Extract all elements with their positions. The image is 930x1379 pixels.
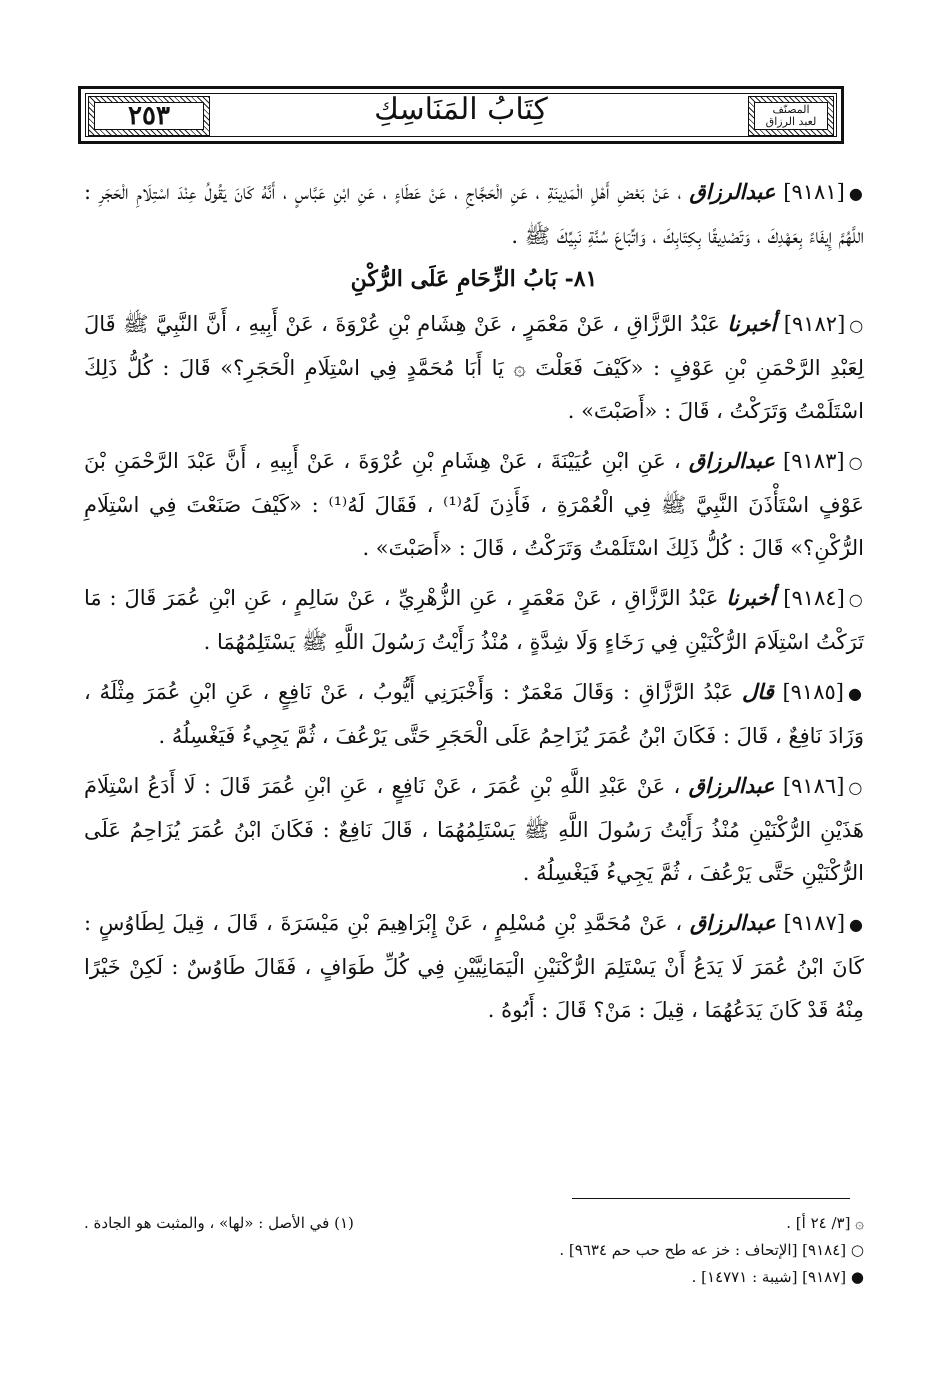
- hadith-text: ، عَنِ ابْنِ عُيَيْنَةَ ، عَنْ هِشَامِ بْنِ عُرْوَةَ ، عَنْ أَبِيهِ ، أَنَّ عَبْدَ الرَّحْمَنِ بْنَ عَوْفٍ اسْتَأْذَنَ النَّبِيَّ ﷺ فِي الْعُمْرَةِ ، فَأَذِنَ لَهُ⁽¹⁾ ، فَقَالَ لَهُ⁽¹⁾ : «كَيْفَ صَنَعْتَ فِي اسْتِلَامِ الرُّكْنِ؟» قَالَ : كُلُّ ذَلِكَ اسْتَلَمْتُ وَتَرَكْتُ ، قَالَ : «أَصَبْتَ» .: [84, 449, 864, 560]
- hadith-number: [٩١٨٦]: [782, 774, 845, 798]
- main-text: [84, 170, 864, 1038]
- footnote-1: (١) في الأصل : «لها» ، والمثبت هو الجادة .: [84, 1214, 354, 1232]
- page-number: ٢٥٣: [128, 101, 170, 131]
- footnote-ithaf: ○ [٩١٨٤] [الإتحاف : خز عه طح حب حم ٩٦٣٤] .: [559, 1241, 864, 1259]
- hadith-marker: ○: [848, 778, 864, 797]
- hadith-lead: أخبرنا: [726, 585, 776, 610]
- footnote-first-line: [84, 1210, 864, 1237]
- book-label-plate: [754, 102, 828, 130]
- hadith-lead: عبدالرزاق: [688, 448, 775, 473]
- hadith-text: ، عَنْ مُحَمَّدِ بْنِ مُسْلِمٍ ، عَنْ إِبْرَاهِيمَ بْنِ مَيْسَرَةَ ، قَالَ ، قِيلَ لِطَاوُسٍ : كَانَ ابْنُ عُمَرَ لَا يَدَعُ أَنْ يَسْتَلِمَ الرُّكْنَيْنِ الْيَمَانِيَّيْنِ فِي كُلِّ طَوَافٍ ، فَقَالَ طَاوُسٌ : لَكِنْ خَيْرًا مِنْهُ قَدْ كَانَ يَدَعُهُمَا ، قِيلَ : مَنْ؟ قَالَ : أَبُوهُ .: [84, 911, 864, 1022]
- hadith-text: عَبْدُ الرَّزَّاقِ ، عَنْ مَعْمَرٍ ، عَنْ هِشَامِ بْنِ عُرْوَةَ ، عَنْ أَبِيهِ ، أَنَّ النَّبِيَّ ﷺ قَالَ لِعَبْدِ الرَّحْمَنِ بْنِ عَوْفٍ : «كَيْفَ فَعَلْتَ ۞ يَا أَبَا مُحَمَّدٍ فِي اسْتِلَامِ الْحَجَرِ؟» قَالَ : كُلُّ ذَلِكَ اسْتَلَمْتُ وَتَرَكْتُ ، قَالَ : «أَصَبْتَ» .: [84, 312, 864, 423]
- hadith-number: [٩١٨٢]: [783, 312, 846, 336]
- hadith-number: [٩١٨٤]: [783, 586, 845, 610]
- hadith-marker: ●: [849, 915, 864, 934]
- hadith-text: ، عَنْ عَبْدِ اللَّهِ بْنِ عُمَرَ ، عَنْ نَافِعٍ ، عَنِ ابْنِ عُمَرَ قَالَ : لَا أَدَعُ اسْتِلَامَ هَذَيْنِ الرُّكْنَيْنِ مُنْذُ رَأَيْتُ رَسُولَ اللَّهِ ﷺ يَسْتَلِمُهُمَا ، قَالَ نَافِعٌ : فَكَانَ ابْنُ عُمَرَ يُزَاحِمُ عَلَى الرُّكْنَيْنِ حَتَّى يَرْعُفَ ، ثُمَّ يَجِيءُ فَيَغْسِلُهُ .: [84, 774, 864, 885]
- page-header: [78, 86, 844, 144]
- hadith-marker: ●: [848, 184, 864, 203]
- hadith-lead: عبدالرزاق: [689, 179, 776, 204]
- book-label: [766, 104, 817, 128]
- hadith-lead: عبدالرزاق: [688, 773, 775, 798]
- footnotes: [84, 1210, 864, 1291]
- hadith-9184: [84, 576, 864, 664]
- hadith-number: [٩١٨٣]: [783, 449, 845, 473]
- book-label-line2: لعبد الرزاق: [765, 115, 817, 128]
- hadith-9181: [84, 170, 864, 258]
- title-underline: [278, 136, 644, 137]
- hadith-lead: أخبرنا: [727, 311, 777, 336]
- hadith-marker: ○: [848, 590, 864, 609]
- hadith-marker: ●: [847, 684, 864, 703]
- hadith-9182: [84, 302, 864, 433]
- hadith-marker: ○: [848, 453, 864, 472]
- footnote-shaybah: ● [٩١٨٧] [شيبة : ١٤٧٧١] .: [691, 1268, 864, 1286]
- running-title: كِتَابُ المَنَاسِكِ: [374, 92, 548, 127]
- footnote-folio-ref: ۞ [٣/ ٢٤ أ] .: [786, 1214, 864, 1232]
- page-number-plate: [94, 102, 204, 130]
- hadith-9186: [84, 764, 864, 895]
- chapter-heading: ٨١- بَابُ الزِّحَامِ عَلَى الرُّكْنِ: [350, 266, 598, 292]
- hadith-9183: [84, 439, 864, 570]
- hadith-number: [٩١٨١]: [783, 180, 845, 204]
- footnote-separator: [572, 1198, 850, 1199]
- book-label-box: [748, 96, 834, 136]
- hadith-text: عَبْدُ الرَّزَّاقِ : وَقَالَ مَعْمَرٌ : وَأَخْبَرَنِي أَيُّوبُ ، عَنْ نَافِعٍ ، عَنِ ابْنِ عُمَرَ مِثْلَهُ ، وَزَادَ نَافِعٌ ، قَالَ : فَكَانَ ابْنُ عُمَرَ يُزَاحِمُ عَلَى الْحَجَرِ حَتَّى يَرْعُفَ ، ثُمَّ يَجِيءُ فَيَغْسِلُهُ .: [84, 680, 864, 748]
- hadith-9187: [84, 901, 864, 1032]
- hadith-marker: ○: [849, 316, 864, 335]
- hadith-text: عَبْدُ الرَّزَّاقِ ، عَنْ مَعْمَرٍ ، عَنِ الزُّهْرِيِّ ، عَنْ سَالِمٍ ، عَنِ ابْنِ عُمَرَ قَالَ : مَا تَرَكْتُ اسْتِلَامَ الرُّكْنَيْنِ فِي رَخَاءٍ وَلَا شِدَّةٍ ، مُنْذُ رَأَيْتُ رَسُولَ اللَّهِ ﷺ يَسْتَلِمُهُمَا .: [84, 586, 864, 654]
- hadith-number: [٩١٨٥]: [782, 680, 844, 704]
- book-label-line1: المصنّف: [772, 103, 810, 116]
- hadith-9185: [84, 670, 864, 758]
- page-number-box: [88, 96, 210, 136]
- hadith-number: [٩١٨٧]: [783, 911, 846, 935]
- hadith-lead: عبدالرزاق: [689, 910, 776, 935]
- hadith-text: ، عَنْ بَعْضِ أَهْلِ الْمَدِينَةِ ، عَنِ الْحَجَّاجِ ، عَنْ عَطَاءٍ ، عَنِ ابْنِ عَبَّاسٍ ، أَنَّهُ كَانَ يَقُولُ عِنْدَ اسْتِلَامِ الْحَجَرِ : اللَّهُمَّ إِيفَاءً بِعَهْدِكَ ، وَتَصْدِيقًا بِكِتَابِكَ ، وَاتِّبَاعَ سُنَّةِ نَبِيِّكَ ﷺ .: [84, 180, 864, 248]
- hadith-lead: قال: [742, 679, 774, 704]
